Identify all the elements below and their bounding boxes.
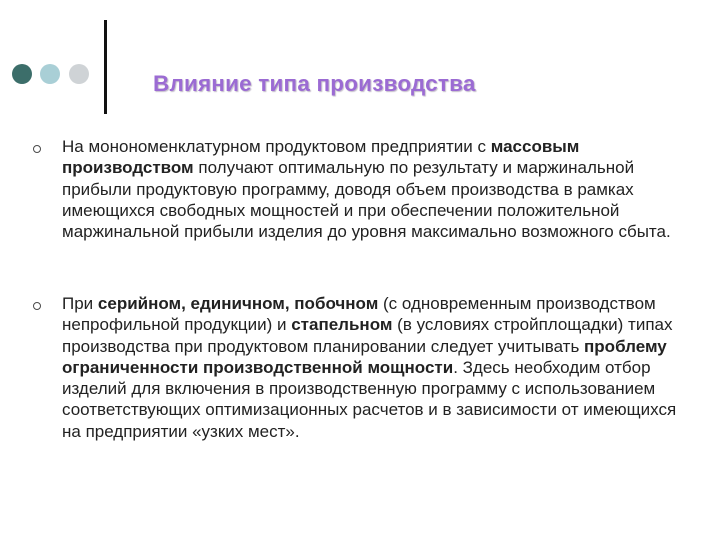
mid-dot-icon	[40, 64, 60, 84]
bullet-bold-segment: массовым производством	[62, 137, 580, 178]
bullet-segment: При	[62, 294, 98, 313]
bullet-segment: (с одновременным производством непрофильной продукции) и	[62, 294, 656, 335]
bullet-segment: получают оптимальную по результату и маржинальной прибыли продуктовую программу, доводя объем производства в рамках имеющихся свободных мощностей и при обеспечении положительной маржинальной прибыли изделия до уровня максимально возможного сбыта.	[62, 158, 671, 242]
hollow-circle-bullet-icon	[33, 145, 41, 153]
dark-dot-icon	[12, 64, 32, 84]
light-dot-icon	[69, 64, 89, 84]
bullet-segment: (в условиях стройплощадки) типах производства при продуктовом планировании следует учитывать	[62, 315, 673, 356]
bullet-text	[62, 293, 684, 442]
bullet-bold-segment: серийном, единичном, побочном	[97, 294, 379, 313]
bullet-segment: На монономенклатурном продуктовом предприятии с	[62, 137, 491, 156]
bullet-bold-segment: проблему ограниченности производственной мощности	[62, 336, 667, 377]
bullet-text	[62, 136, 684, 242]
bullet-segment: . Здесь необходим отбор изделий для включения в производственную программу с использованием соответствующих оптимизационных расчетов и в зависимости от имеющихся на предприятии «узких мест».	[62, 357, 677, 441]
slide-title: Влияние типа производства	[153, 71, 476, 96]
hollow-circle-bullet-icon	[33, 302, 41, 310]
bullet-bold-segment: стапельном	[291, 315, 393, 335]
title-divider-line	[104, 20, 107, 114]
